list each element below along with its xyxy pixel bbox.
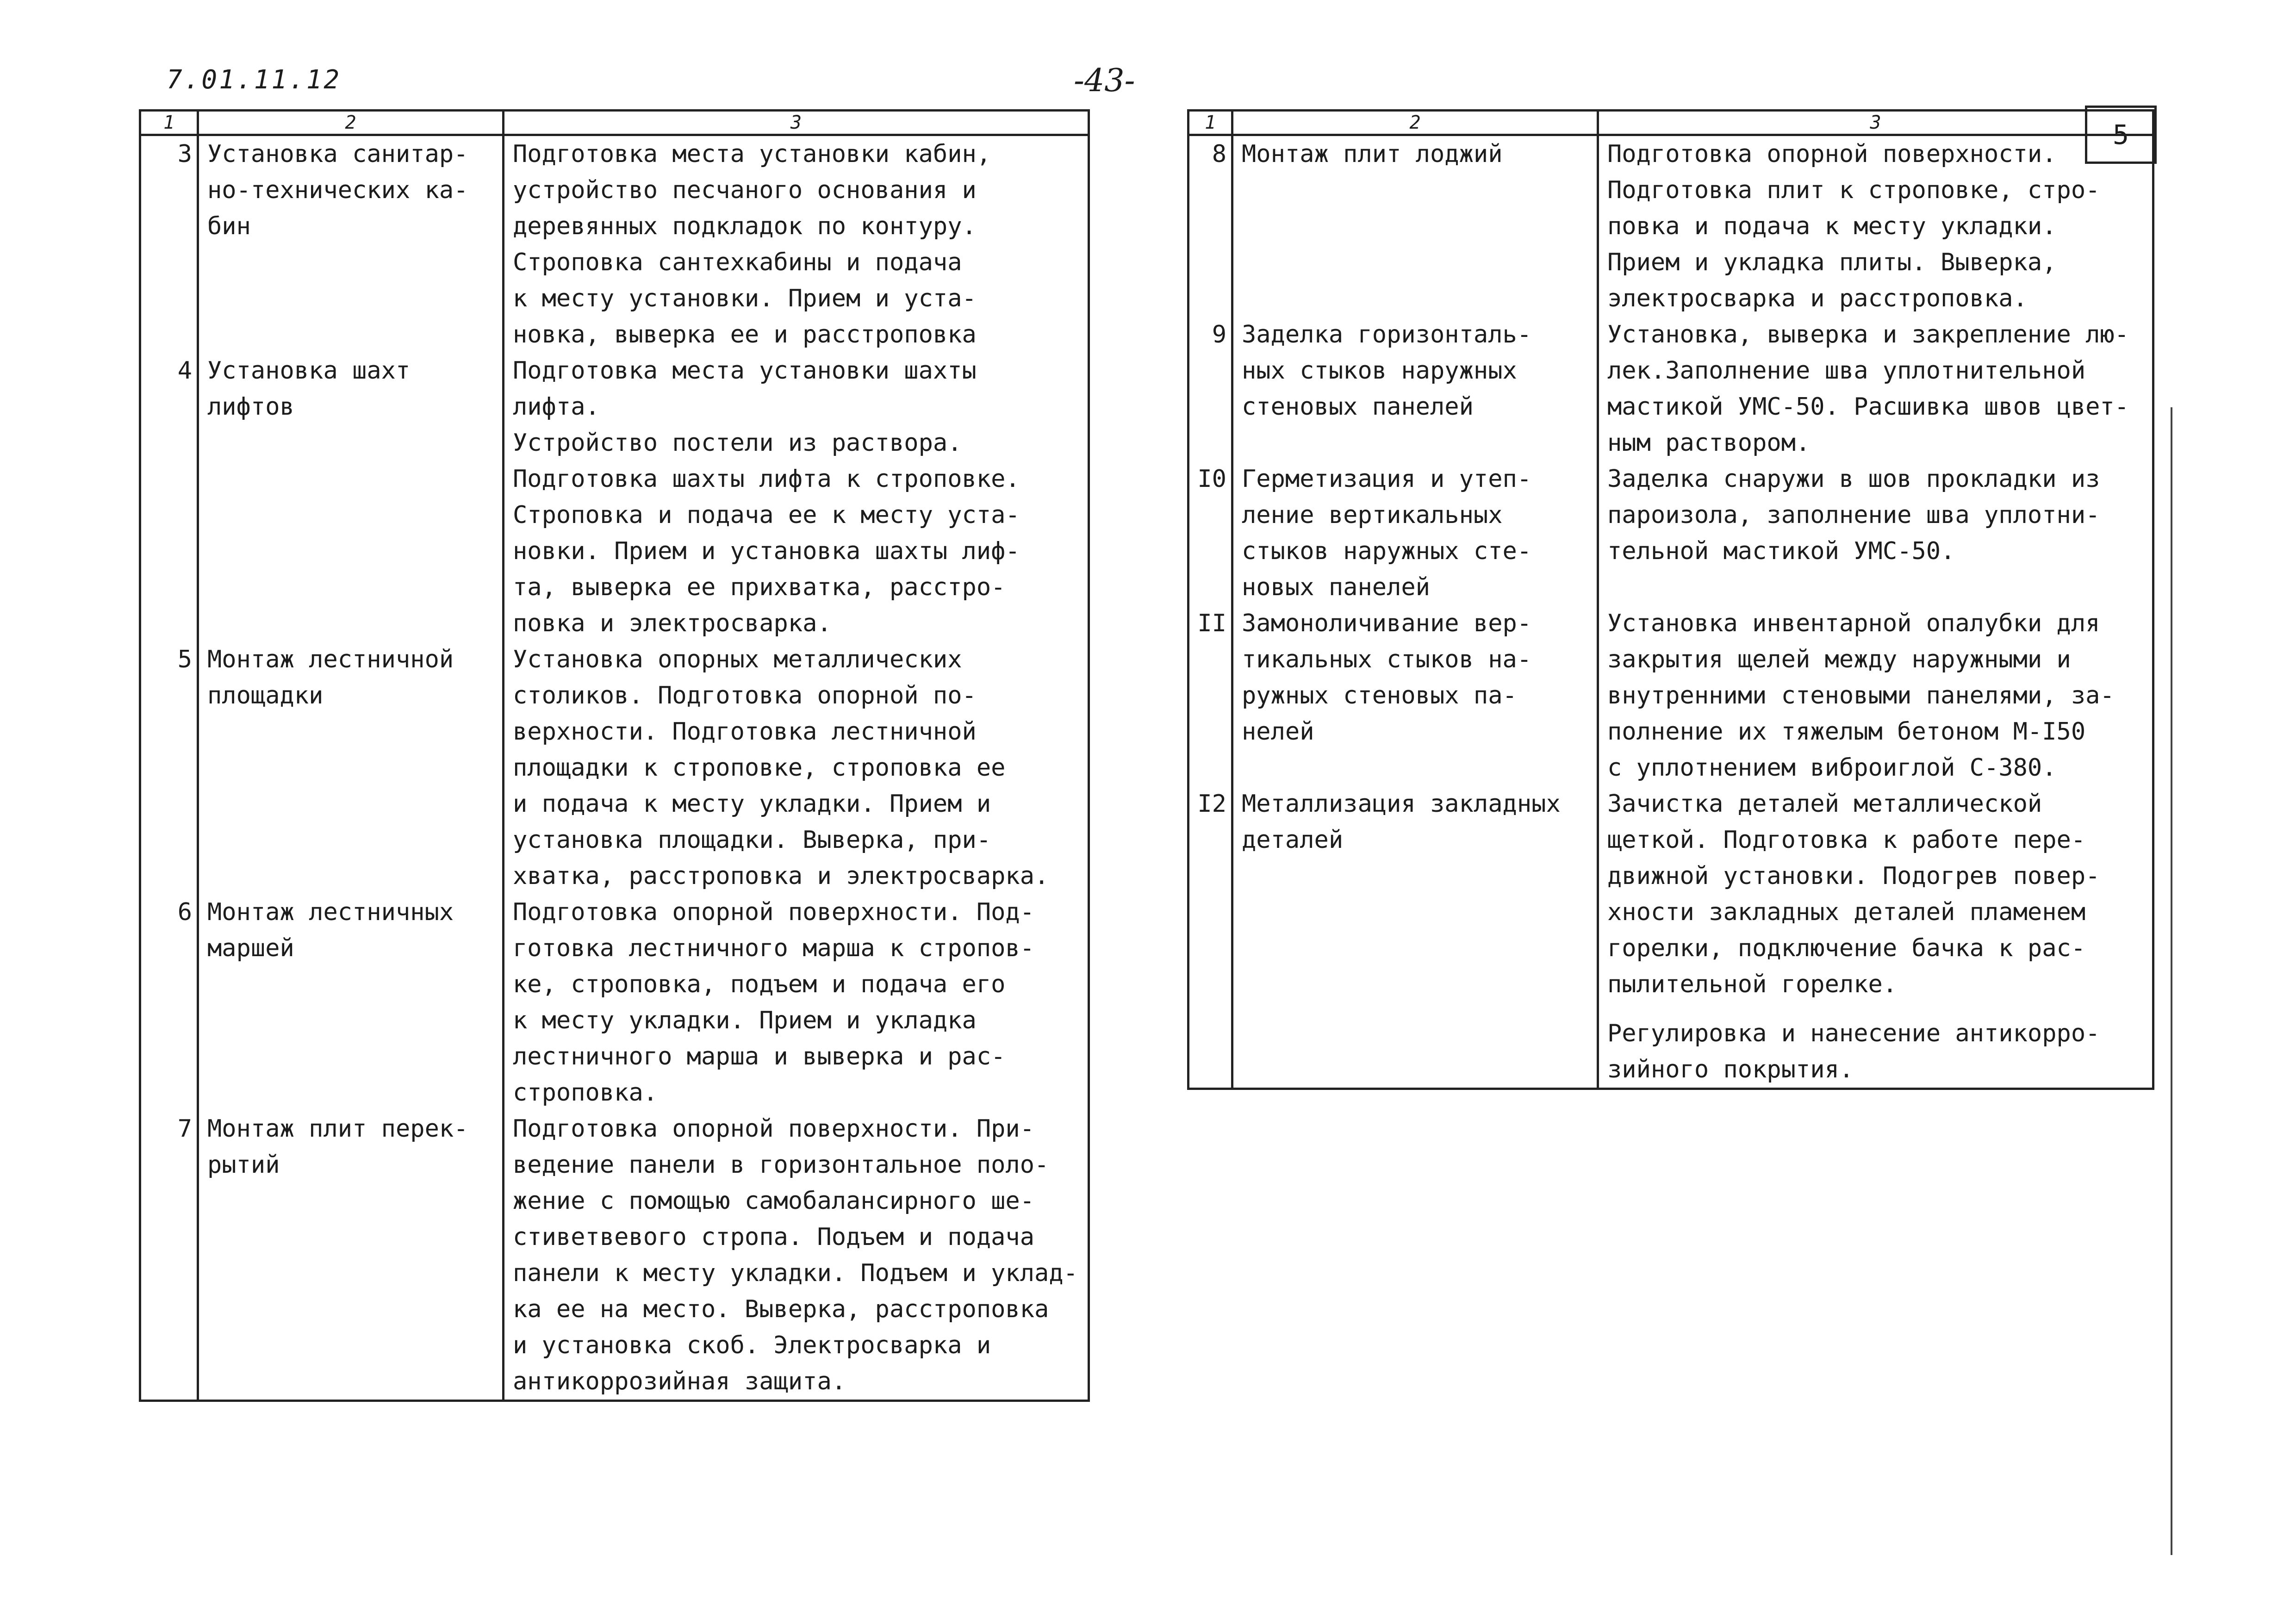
work-description-line: ведение панели в горизонтальное поло- xyxy=(513,1151,1049,1179)
work-name-line: Установка санитар- xyxy=(207,140,468,168)
work-name-cell xyxy=(198,641,504,894)
work-description-line: с уплотнением виброиглой С-380. xyxy=(1607,754,2057,782)
work-description-line: закрытия щелей между наружными и xyxy=(1607,646,2071,673)
work-description-line: стиветвевого стропа. Подъем и подача xyxy=(513,1223,1035,1251)
work-description-line: пароизола, заполнение шва уплотни- xyxy=(1607,501,2100,529)
right-work-table xyxy=(1187,109,2154,1090)
sheet-number-box: 5 xyxy=(2085,106,2157,164)
work-description-line: и установка скоб. Электросварка и xyxy=(513,1332,991,1359)
column-header-3: 3 xyxy=(504,111,1089,135)
work-description-line: лек.Заполнение шва уплотнительной xyxy=(1607,357,2086,385)
work-name-line: ружных стеновых па- xyxy=(1242,682,1517,709)
work-name-line: стыков наружных сте- xyxy=(1242,537,1532,565)
work-description-line: антикоррозийная защита. xyxy=(513,1368,846,1395)
work-name-line: Герметизация и утеп- xyxy=(1242,465,1532,493)
work-name-line: Установка шахт xyxy=(207,357,411,385)
work-description-line: Подготовка опорной поверхности. При- xyxy=(513,1115,1035,1143)
row-number: II xyxy=(1188,605,1232,786)
work-description-line: повка и подача к месту укладки. xyxy=(1607,212,2057,240)
row-number: 7 xyxy=(140,1111,198,1401)
row-number: 6 xyxy=(140,894,198,1111)
table-row xyxy=(140,353,1089,641)
table-row xyxy=(140,641,1089,894)
work-description-line: пылительной горелке. xyxy=(1607,971,1898,998)
work-description-cell xyxy=(504,641,1089,894)
work-description-line: новки. Прием и установка шахты лиф- xyxy=(513,537,1020,565)
work-description-line: панели к месту укладки. Подъем и уклад- xyxy=(513,1259,1078,1287)
work-name-line: Замоноличивание вер- xyxy=(1242,610,1532,637)
work-description-cell xyxy=(1598,317,2153,461)
table-row xyxy=(140,135,1089,353)
work-description-cell xyxy=(504,353,1089,641)
work-description-line: хности закладных деталей пламенем xyxy=(1607,898,2086,926)
work-description-line: готовка лестничного марша к стропов- xyxy=(513,934,1035,962)
work-name-line: Заделка горизонталь- xyxy=(1242,321,1532,348)
work-description-line: Регулировка и нанесение антикорро- xyxy=(1607,1020,2100,1047)
right-column-header-row xyxy=(1188,111,2153,135)
work-name-cell xyxy=(198,353,504,641)
work-name-line: Монтаж лестничных xyxy=(207,898,454,926)
work-description-line: электросварка и расстроповка. xyxy=(1607,285,2028,312)
work-name-cell xyxy=(1232,786,1598,1089)
work-description-line xyxy=(1607,1002,2144,1015)
work-name-line: площадки xyxy=(207,682,324,709)
work-name-line: рытий xyxy=(207,1151,280,1179)
work-description-line: деревянных подкладок по контуру. xyxy=(513,212,977,240)
document-code: 7.01.11.12 xyxy=(167,65,342,95)
work-description-line: строповка. xyxy=(513,1079,658,1107)
table-row xyxy=(1188,605,2153,786)
work-name-line: ных стыков наружных xyxy=(1242,357,1517,385)
work-description-cell xyxy=(504,135,1089,353)
work-description-line: внутренними стеновыми панелями, за- xyxy=(1607,682,2115,709)
work-name-cell xyxy=(1232,605,1598,786)
work-description-line: и подача к месту укладки. Прием и xyxy=(513,790,991,818)
table-row xyxy=(140,1111,1089,1401)
row-number: 9 xyxy=(1188,317,1232,461)
work-description-cell xyxy=(1598,605,2153,786)
work-description-line: зийного покрытия. xyxy=(1607,1056,1854,1083)
work-description-line: тельной мастикой УМС-50. xyxy=(1607,537,1955,565)
work-description-line: лестничного марша и выверка и рас- xyxy=(513,1043,1006,1070)
right-table-body xyxy=(1188,135,2153,1089)
work-description-line: Установка инвентарной опалубки для xyxy=(1607,610,2100,637)
column-header-2: 2 xyxy=(1232,111,1598,135)
row-number: 5 xyxy=(140,641,198,894)
page-number: -43- xyxy=(1074,62,1135,99)
work-description-line: Подготовка места установки шахты xyxy=(513,357,977,385)
work-description-line: площадки к строповке, строповка ее xyxy=(513,754,1006,782)
work-description-line: новка, выверка ее и расстроповка xyxy=(513,321,977,348)
work-description-line: щеткой. Подготовка к работе пере- xyxy=(1607,826,2086,854)
work-description-line: Подготовка опорной поверхности. Под- xyxy=(513,898,1035,926)
work-description-cell xyxy=(504,894,1089,1111)
work-description-line: верхности. Подготовка лестничной xyxy=(513,718,977,746)
work-description-line: горелки, подключение бачка к рас- xyxy=(1607,934,2086,962)
column-header-2: 2 xyxy=(198,111,504,135)
work-name-line: Металлизация закладных xyxy=(1242,790,1561,818)
left-column-header-row xyxy=(140,111,1089,135)
work-description-line: жение с помощью самобалансирного ше- xyxy=(513,1187,1035,1215)
work-name-cell xyxy=(1232,317,1598,461)
row-number: I0 xyxy=(1188,461,1232,605)
row-number: 4 xyxy=(140,353,198,641)
work-name-line: стеновых панелей xyxy=(1242,393,1474,421)
work-description-line: ке, строповка, подъем и подача его xyxy=(513,971,1006,998)
work-name-line: нелей xyxy=(1242,718,1314,746)
work-description-line: Строповка сантехкабины и подача xyxy=(513,249,962,276)
work-description-line: та, выверка ее прихватка, расстро- xyxy=(513,573,1006,601)
column-header-1: 1 xyxy=(140,111,198,135)
work-name-cell xyxy=(198,894,504,1111)
work-name-line: деталей xyxy=(1242,826,1344,854)
column-header-3: 3 xyxy=(1598,111,2153,135)
work-description-line: Заделка снаружи в шов прокладки из xyxy=(1607,465,2100,493)
work-name-line: Монтаж плит перек- xyxy=(207,1115,468,1143)
work-description-cell xyxy=(1598,786,2153,1089)
table-row xyxy=(1188,317,2153,461)
row-number: I2 xyxy=(1188,786,1232,1089)
work-description-line: Зачистка деталей металлической xyxy=(1607,790,2042,818)
table-row xyxy=(1188,786,2153,1089)
work-description-line: Подготовка опорной поверхности. xyxy=(1607,140,2057,168)
work-name-cell xyxy=(1232,461,1598,605)
work-description-cell xyxy=(504,1111,1089,1401)
work-description-line: Подготовка шахты лифта к строповке. xyxy=(513,465,1020,493)
left-work-table xyxy=(139,109,1090,1402)
table-row xyxy=(1188,461,2153,605)
work-description-line: Установка опорных металлических xyxy=(513,646,962,673)
work-description-line: Строповка и подача ее к месту уста- xyxy=(513,501,1020,529)
work-name-cell xyxy=(1232,135,1598,317)
work-description-line: Подготовка плит к строповке, стро- xyxy=(1607,176,2100,204)
work-description-line: мастикой УМС-50. Расшивка швов цвет- xyxy=(1607,393,2129,421)
work-description-line: столиков. Подготовка опорной по- xyxy=(513,682,977,709)
work-name-line: бин xyxy=(207,212,251,240)
work-name-line: маршей xyxy=(207,934,294,962)
work-description-line: повка и электросварка. xyxy=(513,610,832,637)
work-description-line: устройство песчаного основания и xyxy=(513,176,977,204)
work-description-line: полнение их тяжелым бетоном М-I50 xyxy=(1607,718,2086,746)
left-table-body xyxy=(140,135,1089,1401)
work-description-line: ка ее на место. Выверка, расстроповка xyxy=(513,1295,1049,1323)
row-number: 8 xyxy=(1188,135,1232,317)
work-description-line: лифта. xyxy=(513,393,600,421)
margin-line xyxy=(2171,407,2172,1555)
table-row xyxy=(140,894,1089,1111)
work-description-line: Установка, выверка и закрепление лю- xyxy=(1607,321,2129,348)
work-name-cell xyxy=(198,1111,504,1401)
work-name-line: новых панелей xyxy=(1242,573,1430,601)
work-description-cell xyxy=(1598,461,2153,605)
work-description-line: установка площадки. Выверка, при- xyxy=(513,826,991,854)
work-description-line: хватка, расстроповка и электросварка. xyxy=(513,862,1049,890)
work-description-line: к месту укладки. Прием и укладка xyxy=(513,1007,977,1034)
work-name-line: но-технических ка- xyxy=(207,176,468,204)
row-number: 3 xyxy=(140,135,198,353)
work-description-line: к месту установки. Прием и уста- xyxy=(513,285,977,312)
work-name-line: ление вертикальных xyxy=(1242,501,1503,529)
table-row xyxy=(1188,135,2153,317)
work-name-line: лифтов xyxy=(207,393,294,421)
work-name-line: Монтаж плит лоджий xyxy=(1242,140,1503,168)
work-description-cell xyxy=(1598,135,2153,317)
work-description-line: движной установки. Подогрев повер- xyxy=(1607,862,2100,890)
work-description-line: Устройство постели из раствора. xyxy=(513,429,962,457)
column-header-1: 1 xyxy=(1188,111,1232,135)
work-description-line: ным раствором. xyxy=(1607,429,1811,457)
work-description-line: Подготовка места установки кабин, xyxy=(513,140,991,168)
work-name-cell xyxy=(198,135,504,353)
work-name-line: тикальных стыков на- xyxy=(1242,646,1532,673)
work-description-line: Прием и укладка плиты. Выверка, xyxy=(1607,249,2057,276)
work-name-line: Монтаж лестничной xyxy=(207,646,454,673)
